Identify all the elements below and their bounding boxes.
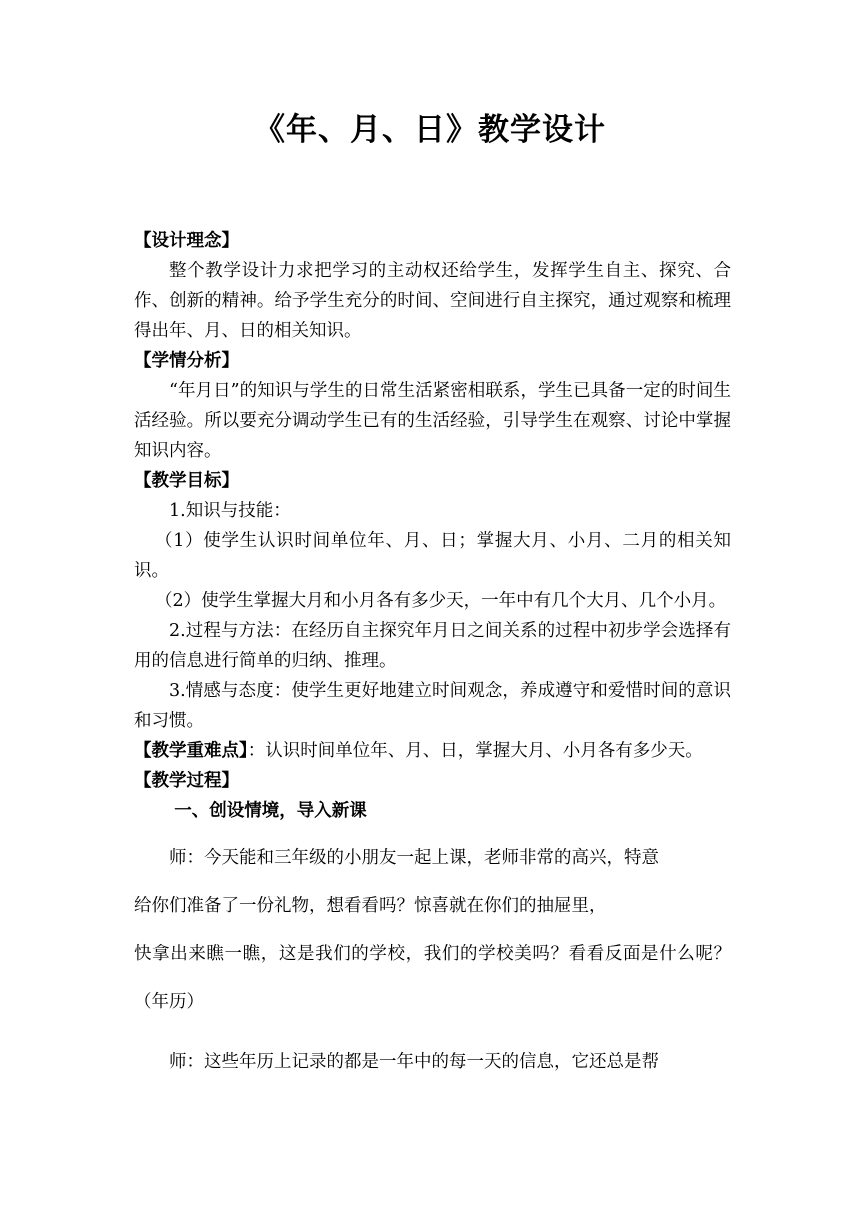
document-title: 《年、月、日》教学设计 xyxy=(254,112,606,148)
goal-item-emotion-attitude: 3.情感与态度：使学生更好地建立时间观念，养成遵守和爱惜时间的意识和习惯。 xyxy=(134,681,731,731)
document-body xyxy=(134,226,731,1086)
dialogue-line-1: 师：今天能和三年级的小朋友一起上课，老师非常的高兴，特意 xyxy=(169,848,659,868)
goal-subitem-1: （1）使学生认识时间单位年、月、日；掌握大月、小月、二月的相关知识。 xyxy=(134,531,731,581)
learning-analysis-paragraph: “年月日”的知识与学生的日常生活紧密相联系，学生已具备一定的时间生活经验。所以要充分调动学生已有的生活经验，引导学生在观察、讨论中掌握知识内容。 xyxy=(134,381,731,461)
goal-item-process-method: 2.过程与方法：在经历自主探究年月日之间关系的过程中初步学会选择有用的信息进行简单的归纳、推理。 xyxy=(134,621,731,671)
key-points-text: ：认识时间单位年、月、日，掌握大月、小月各有多少天。 xyxy=(247,741,703,761)
dialogue-line-2: 给你们准备了一份礼物，想看看吗？惊喜就在你们的抽屉里， xyxy=(134,896,607,916)
section-heading-process: 【教学过程】 xyxy=(134,771,239,791)
key-points-paragraph xyxy=(134,736,731,766)
process-dialogue-block xyxy=(134,834,731,1026)
dialogue-line-4: 师：这些年历上记录的都是一年中的每一天的信息，它还总是帮 xyxy=(169,1052,659,1072)
process-dialogue-block-2 xyxy=(134,1038,731,1086)
goal-item-knowledge-skills: 1.知识与技能： xyxy=(169,501,291,521)
design-concept-paragraph: 整个教学设计力求把学习的主动权还给学生，发挥学生自主、探究、合作、创新的精神。给予学生充分的时间、空间进行自主探究，通过观察和梳理得出年、月、日的相关知识。 xyxy=(134,261,731,341)
section-heading-key-points: 【教学重难点】 xyxy=(134,741,248,761)
section-heading-design-concept: 【设计理念】 xyxy=(134,231,239,251)
section-heading-teaching-goals: 【教学目标】 xyxy=(134,471,239,491)
dialogue-line-3: 快拿出来瞧一瞧，这是我们的学校，我们的学校美吗？看看反面是什么呢？（年历） xyxy=(134,944,731,1012)
section-heading-learning-analysis: 【学情分析】 xyxy=(134,351,239,371)
process-step-1-heading: 一、创设情境，导入新课 xyxy=(174,801,367,821)
goal-subitem-2: （2）使学生掌握大月和小月各有多少天，一年中有几个大月、几个小月。 xyxy=(155,591,727,611)
